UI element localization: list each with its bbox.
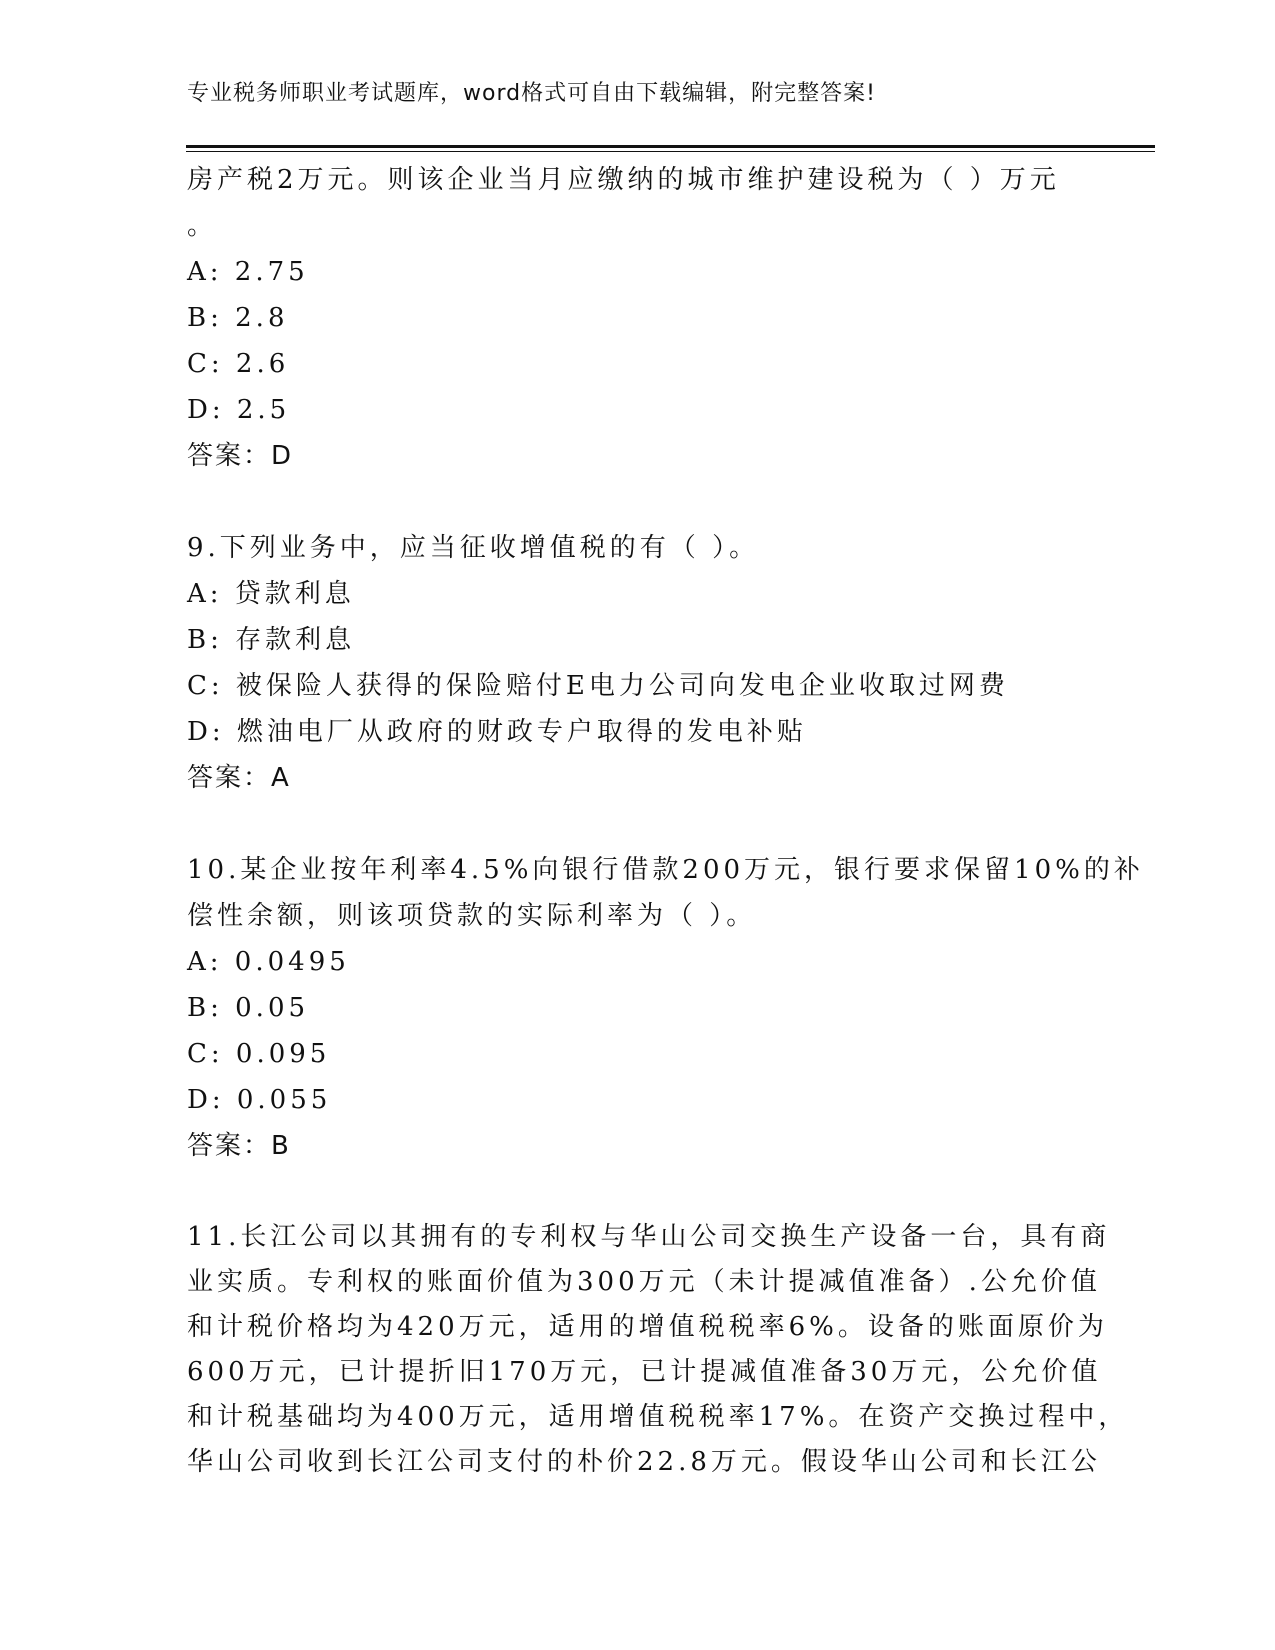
option-a: A: 0.0495 [187, 947, 350, 977]
question-9 [187, 525, 1087, 801]
option-d: D: 燃油电厂从政府的财政专户取得的发电补贴 [187, 717, 807, 747]
option-c: C: 2.6 [187, 349, 290, 379]
question-text: 和计税基础均为400万元，适用增值税税率17%。在资产交换过程中， [187, 1402, 1129, 1432]
question-text: 业实质。专利权的账面价值为300万元（未计提减值准备）.公允价值 [187, 1267, 1101, 1297]
question-text: 10.某企业按年利率4.5%向银行借款200万元，银行要求保留10%的补 [187, 855, 1144, 885]
answer: 答案：A [187, 763, 291, 793]
option-c: C: 被保险人获得的保险赔付E电力公司向发电企业收取过网费 [187, 671, 1009, 701]
option-b: B: 存款利息 [187, 625, 356, 655]
document-body [187, 157, 1144, 1485]
question-10 [187, 847, 1144, 1169]
question-11 [187, 1215, 1129, 1485]
page-header: 专业税务师职业考试题库，word格式可自由下载编辑，附完整答案! [187, 81, 876, 106]
question-text: 。 [187, 211, 218, 241]
question-text: 9.下列业务中，应当征收增值税的有（ ）。 [187, 533, 760, 563]
answer: 答案：D [187, 441, 294, 471]
question-text: 房产税2万元。则该企业当月应缴纳的城市维护建设税为（ ）万元 [187, 165, 1060, 195]
option-a: A: 贷款利息 [187, 579, 355, 609]
question-text: 华山公司收到长江公司支付的朴价22.8万元。假设华山公司和长江公 [187, 1447, 1101, 1477]
question-text: 11.长江公司以其拥有的专利权与华山公司交换生产设备一台，具有商 [187, 1222, 1111, 1252]
option-a: A: 2.75 [187, 257, 309, 287]
option-d: D: 0.055 [187, 1085, 332, 1115]
answer: 答案：B [187, 1131, 291, 1161]
option-b: B: 2.8 [187, 303, 289, 333]
option-b: B: 0.05 [187, 993, 310, 1023]
spacer [187, 479, 1087, 525]
header-rule-thick [186, 145, 1155, 148]
question-text: 偿性余额，则该项贷款的实际利率为（ ）。 [187, 901, 757, 931]
spacer [187, 1169, 1087, 1215]
question-text: 600万元，已计提折旧170万元，已计提减值准备30万元，公允价值 [187, 1357, 1102, 1387]
option-c: C: 0.095 [187, 1039, 331, 1069]
question-8 [187, 157, 1087, 479]
header-rule-thin [186, 151, 1155, 152]
question-text: 和计税价格均为420万元，适用的增值税税率6%。设备的账面原价为 [187, 1312, 1108, 1342]
option-d: D: 2.5 [187, 395, 291, 425]
spacer [187, 801, 1087, 847]
